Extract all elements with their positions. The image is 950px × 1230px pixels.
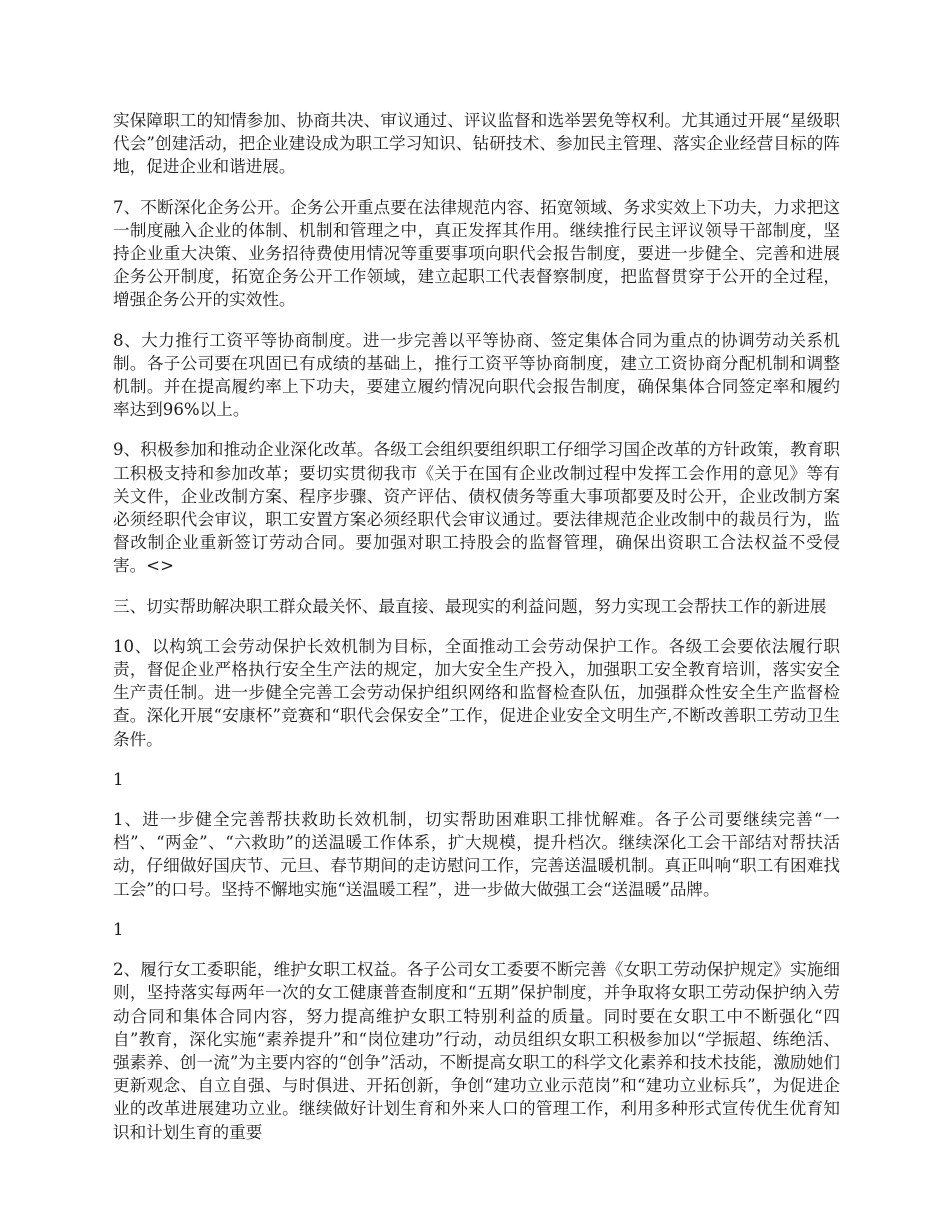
paragraph-item-2: 2、履行女工委职能，维护女职工权益。各子公司女工委要不断完善《女职工劳动保护规定》实施细则，坚持落实每两年一次的女工健康普查制度和“五期”保护制度，并争取将女职工劳动保护纳入劳动合同和集体合同内容，努力提高维护女职工特别利益的质量。同时要在女职工中不断强化“四自”教育，深化实施“素养提升”和“岗位建功”行动，动员组织女职工积极参加以“学振超、练绝活、强素养、创一流”为主要内容的“创争”活动，不断提高女职工的科学文化素养和技术技能，激励她们更新观念、自立自强、与时俱进、开拓创新，争创“建功立业示范岗”和“建功立业标兵”，为促进企业的改革进展建功立业。继续做好计划生育和外来人口的管理工作，利用多种形式宣传优生优育知识和计划生育的重要	[113, 960, 840, 1142]
paragraph-item-7: 7、不断深化企务公开。企务公开重点要在法律规范内容、拓宽领域、务求实效上下功夫，力求把这一制度融入企业的体制、机制和管理之中，真正发挥其作用。继续推行民主评议领导干部制度，坚持企业重大决策、业务招待费使用情况等重要事项向职代会报告制度，要进一步健全、完善和进展企务公开制度，拓宽企务公开工作领域，建立起职工代表督察制度，把监督贯穿于公开的全过程，增强企务公开的实效性。	[113, 197, 840, 310]
paragraph-item-10: 10、以构筑工会劳动保护长效机制为目标，全面推动工会劳动保护工作。各级工会要依法履行职责，督促企业严格执行安全生产法的规定，加大安全生产投入，加强职工安全教育培训，落实安全生产责任制。进一步健全完善工会劳动保护组织网络和监督检查队伍，加强群众性安全生产监督检查。深化开展“安康杯”竞赛和“职代会保安全”工作，促进企业安全文明生产,不断改善职工劳动卫生条件。	[113, 636, 840, 749]
document-body	[113, 109, 840, 1161]
section-heading-3: 三、切实帮助解决职工群众最关怀、最直接、最现实的利益问题，努力实现工会帮扶工作的新进展	[113, 596, 827, 616]
stray-number: 1	[113, 919, 124, 939]
paragraph-item-9: 9、积极参加和推动企业深化改革。各级工会组织要组织职工仔细学习国企改革的方针政策，教育职工积极支持和参加改革；要切实贯彻我市《关于在国有企业改制过程中发挥工会作用的意见》等有关文件，企业改制方案、程序步骤、资产评估、债权债务等重大事项都要及时公开，企业改制方案必须经职代会审议，职工安置方案必须经职代会审议通过。要法律规范企业改制中的裁员行为，监督改制企业重新签订劳动合同。要加强对职工持股会的监督管理，确保出资职工合法权益不受侵害。<>	[113, 440, 840, 576]
paragraph-item-8: 8、大力推行工资平等协商制度。进一步完善以平等协商、签定集体合同为重点的协调劳动关系机制。各子公司要在巩固已有成绩的基础上，推行工资平等协商制度，建立工资协商分配机制和调整机制。并在提高履约率上下功夫，要建立履约情况向职代会报告制度，确保集体合同签定率和履约率达到96%以上。	[113, 330, 840, 420]
stray-number: 1	[113, 769, 124, 789]
paragraph-item-1: 1、进一步健全完善帮扶救助长效机制，切实帮助困难职工排忧解难。各子公司要继续完善“一档”、“两金”、“六救助”的送温暖工作体系，扩大规模，提升档次。继续深化工会干部结对帮扶活动，仔细做好国庆节、元旦、春节期间的走访慰问工作，完善送温暖机制。真正叫响“职工有困难找工会”的口号。坚持不懈地实施“送温暖工程”，进一步做大做强工会“送温暖”品牌。	[113, 810, 840, 899]
paragraph-continuation: 实保障职工的知情参加、协商共决、审议通过、评议监督和选举罢免等权利。尤其通过开展“星级职代会”创建活动，把企业建设成为职工学习知识、钻研技术、参加民主管理、落实企业经营目标的阵地，促进企业和谐进展。	[113, 111, 840, 177]
